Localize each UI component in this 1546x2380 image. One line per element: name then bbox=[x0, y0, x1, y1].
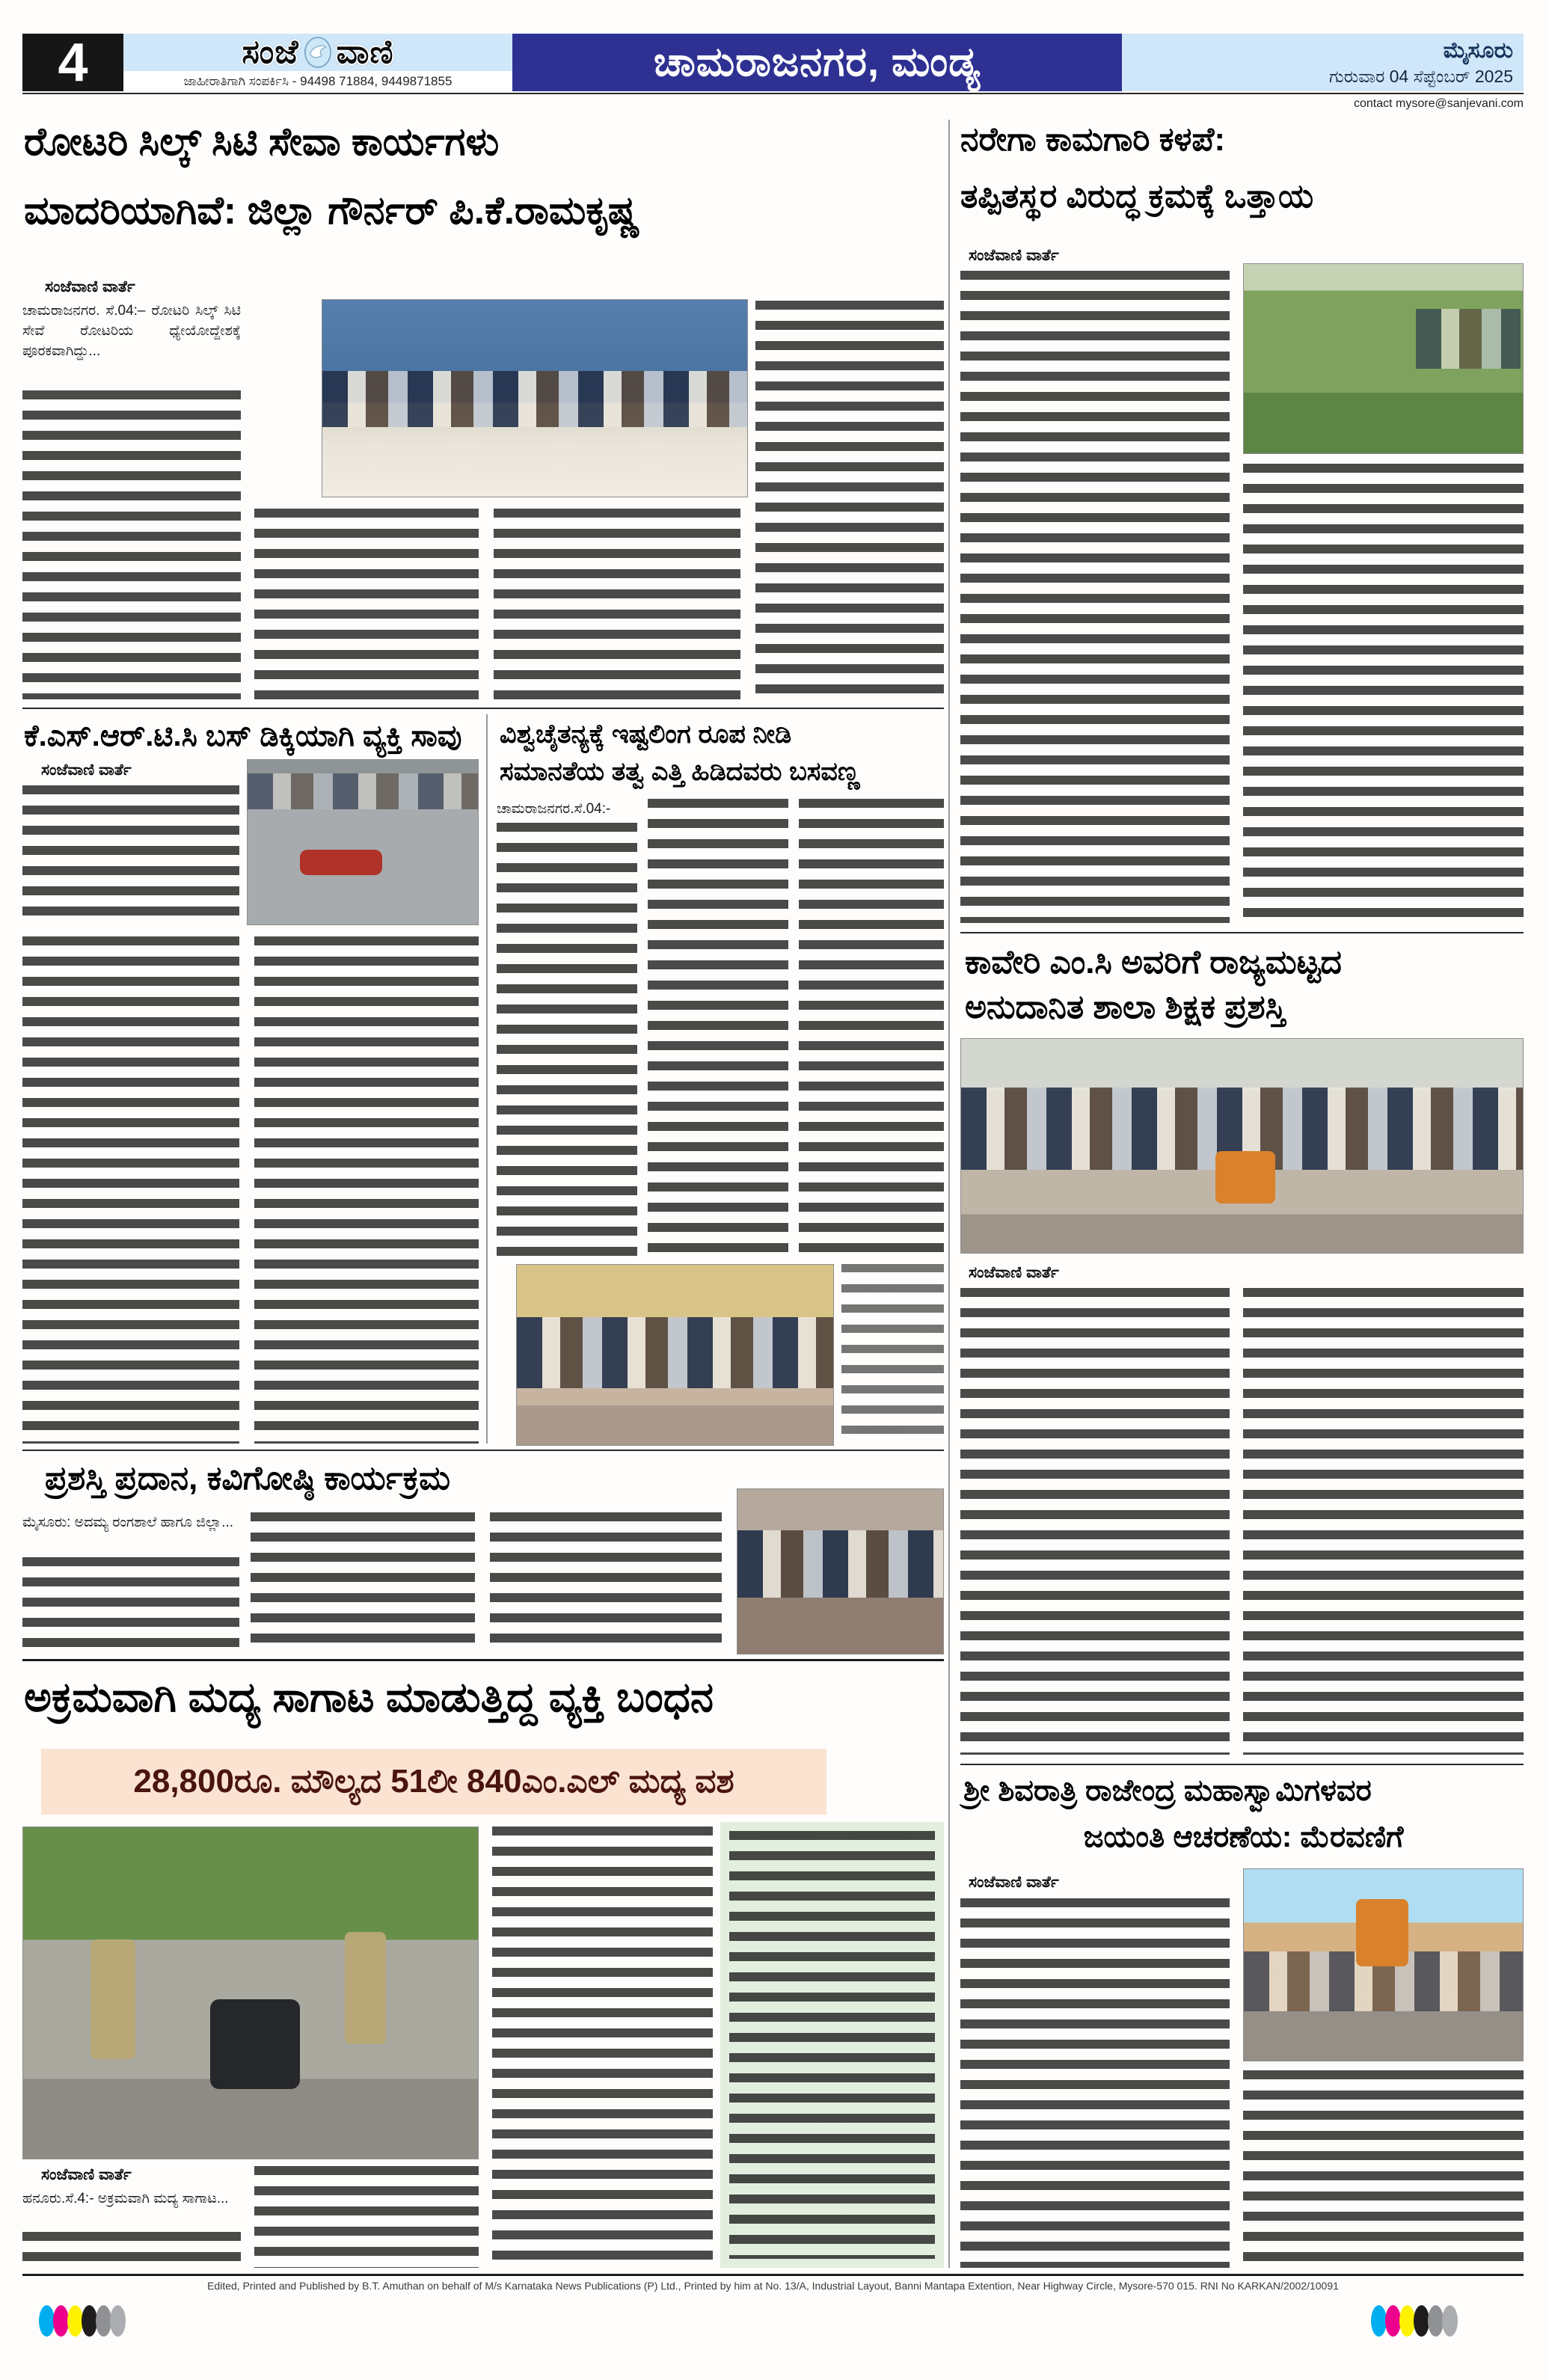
page-number-box bbox=[22, 34, 123, 91]
photo-police-figure-2 bbox=[345, 1932, 386, 2044]
kaveri-award-photo bbox=[960, 1038, 1524, 1254]
imprint-line: Edited, Printed and Published by B.T. Amuthan on behalf of M/s Karnataka News Publications (P) Ltd., Printed by him at No. 13/A, Industrial Layout, Banni Mantapa Extention, Near Highway Circle, Mysore-570 015. RNI No KARKAN/2002/10091 bbox=[207, 2280, 1339, 2292]
prashasti-body-col1 bbox=[22, 1557, 239, 1653]
rule-above-liquor bbox=[22, 1659, 944, 1661]
jayanti-body-col1 bbox=[960, 1898, 1230, 2268]
rotary-headline-line1: ರೋಟರಿ ಸಿಲ್ಕ್ ಸಿಟಿ ಸೇವಾ ಕಾರ್ಯಗಳು bbox=[24, 120, 500, 164]
cyan-mark bbox=[39, 2305, 55, 2337]
photo-police-figure bbox=[91, 1939, 135, 2059]
rotary-body-col3 bbox=[494, 509, 740, 699]
print-registration-marks-right bbox=[1371, 2305, 1456, 2337]
prashasti-body-col3 bbox=[490, 1512, 722, 1653]
liquor-body-col2 bbox=[254, 2166, 479, 2268]
rule-above-jayanti bbox=[960, 1764, 1524, 1765]
footer-rule bbox=[22, 2274, 1524, 2276]
ksrtc-accident-photo bbox=[247, 759, 479, 925]
kaveri-headline-line2: ಅನುದಾನಿತ ಶಾಲಾ ಶಿಕ್ಷಕ ಪ್ರಶಸ್ತಿ bbox=[965, 989, 1286, 1025]
liquor-body-col1 bbox=[22, 2232, 241, 2268]
basava-dateline: ಚಾಮರಾಜನಗರ.ಸೆ.04:- bbox=[497, 801, 611, 817]
narega-headline-line2: ತಪ್ಪಿತಸ್ಥರ ವಿರುದ್ಧ ಕ್ರಮಕ್ಕೆ ಒತ್ತಾಯ bbox=[960, 178, 1314, 215]
edition-banner bbox=[512, 34, 1122, 91]
jayanti-headline-line2: ಜಯಂತಿ ಆಚರಣೆಯ: ಮೆರವಣಿಗೆ bbox=[1083, 1821, 1404, 1853]
rule-below-mid bbox=[22, 1450, 944, 1451]
yellow-mark bbox=[67, 2305, 83, 2337]
print-registration-marks-left bbox=[39, 2305, 124, 2337]
date-line: ಗುರುವಾರ 04 ಸೆಪ್ಟೆಂಬರ್ 2025 bbox=[1328, 67, 1513, 86]
jayanti-headline-line1: ಶ್ರೀ ಶಿವರಾತ್ರಿ ರಾಜೇಂದ್ರ ಮಹಾಸ್ವಾಮಿಗಳವರ bbox=[963, 1774, 1372, 1807]
narega-body-col2 bbox=[1243, 464, 1524, 923]
ksrtc-headline: ಕೆ.ಎಸ್.ಆರ್.ಟಿ.ಸಿ ಬಸ್ ಡಿಕ್ಕಿಯಾಗಿ ವ್ಯಕ್ತಿ ಸಾವು bbox=[24, 720, 462, 752]
basava-body-col1 bbox=[497, 823, 637, 1257]
edition-title: ಚಾಮರಾಜನಗರ, ಮಂಡ್ಯ bbox=[653, 40, 981, 85]
narega-byline: ಸಂಜೆವಾಣಿ ವಾರ್ತೆ bbox=[969, 247, 1059, 264]
basava-body-col2 bbox=[648, 799, 788, 1257]
narega-field-photo bbox=[1243, 263, 1524, 454]
cyan-mark bbox=[1371, 2305, 1387, 2337]
page-number: 4 bbox=[58, 32, 88, 93]
paper-name-right: ವಾಣಿ bbox=[336, 34, 394, 70]
paper-name-left: ಸಂಜೆ bbox=[242, 34, 299, 70]
main-column-divider bbox=[948, 120, 950, 2268]
ksrtc-body-col1-top bbox=[22, 785, 239, 920]
photo-palanquin-shape bbox=[1356, 1899, 1408, 1966]
liquor-subhead: 28,800ರೂ. ಮೌಲ್ಯದ 51ಲೀ 840ಎಂ.ಎಲ್ ಮದ್ಯ ವಶ bbox=[133, 1763, 734, 1800]
prashasti-group-photo bbox=[737, 1488, 944, 1654]
gray-mark-1 bbox=[96, 2305, 111, 2337]
photo-motorcycle-shape bbox=[210, 1999, 300, 2089]
ksrtc-basava-divider bbox=[486, 714, 488, 1444]
gray-mark-1 bbox=[1428, 2305, 1444, 2337]
black-mark bbox=[82, 2305, 97, 2337]
photo-people-row bbox=[322, 371, 747, 427]
rotary-body-col4 bbox=[755, 301, 944, 699]
liquor-body-col3 bbox=[492, 1827, 713, 2268]
masthead-logo-panel bbox=[123, 34, 512, 71]
dove-icon bbox=[304, 36, 332, 69]
rule-above-kaveri bbox=[960, 932, 1524, 933]
liquor-subhead-band bbox=[41, 1749, 826, 1815]
ksrtc-body-col2 bbox=[254, 936, 479, 1444]
rotary-byline: ಸಂಜೆವಾಣಿ ವಾರ್ತೆ bbox=[45, 278, 135, 295]
photo-victim-shape bbox=[300, 850, 382, 875]
photo-bystanders bbox=[248, 773, 478, 809]
jayanti-body-col2 bbox=[1243, 2070, 1524, 2268]
edition-city: ಮೈಸೂರು bbox=[1443, 38, 1513, 63]
gray-mark-2 bbox=[1442, 2305, 1458, 2337]
ksrtc-body-col1 bbox=[22, 936, 239, 1444]
photo-award-group bbox=[737, 1530, 943, 1598]
basava-body-col4 bbox=[841, 1264, 944, 1446]
jayanti-procession-photo bbox=[1243, 1868, 1524, 2061]
narega-headline-line1: ನರೇಗಾ ಕಾಮಗಾರಿ ಕಳಪೆ: bbox=[960, 121, 1226, 158]
photo-field-workers bbox=[1416, 309, 1521, 369]
gray-mark-2 bbox=[110, 2305, 126, 2337]
rotary-headline-line2: ಮಾದರಿಯಾಗಿವೆ: ಜಿಲ್ಲಾ ಗೌರ್ನರ್ ಪಿ.ಕೆ.ರಾಮಕೃಷ್ಣ bbox=[24, 189, 640, 233]
jayanti-byline: ಸಂಜೆವಾಣಿ ವಾರ್ತೆ bbox=[969, 1874, 1059, 1891]
liquor-byline: ಸಂಜೆವಾಣಿ ವಾರ್ತೆ bbox=[41, 2166, 132, 2183]
magenta-mark bbox=[53, 2305, 69, 2337]
magenta-mark bbox=[1385, 2305, 1401, 2337]
rule-below-rotary bbox=[22, 708, 944, 709]
prashasti-headline: ಪ್ರಶಸ್ತಿ ಪ್ರದಾನ, ಕವಿಗೋಷ್ಠಿ ಕಾರ್ಯಕ್ರಮ bbox=[45, 1460, 450, 1497]
liquor-body-col4 bbox=[729, 1831, 935, 2259]
kaveri-headline-line1: ಕಾವೇರಿ ಎಂ.ಸಿ ಅವರಿಗೆ ರಾಜ್ಯಮಟ್ಟದ bbox=[965, 944, 1342, 981]
ksrtc-byline: ಸಂಜೆವಾಣಿ ವಾರ್ತೆ bbox=[41, 761, 132, 779]
basava-event-photo bbox=[516, 1264, 834, 1446]
photo-garland-accent bbox=[1215, 1151, 1275, 1203]
rotary-body-col1 bbox=[22, 390, 241, 699]
narega-body-col1 bbox=[960, 271, 1230, 923]
advertising-contact-line: ಜಾಹೀರಾತಿಗಾಗಿ ಸಂಪರ್ಕಿಸಿ - 94498 71884, 9449871855 bbox=[123, 71, 512, 91]
kaveri-byline: ಸಂಜೆವಾಣಿ ವಾರ್ತೆ bbox=[969, 1264, 1059, 1281]
contact-line: contact mysore@sanjevani.com bbox=[1354, 97, 1524, 110]
basava-headline-line2: ಸಮಾನತೆಯ ತತ್ವ ಎತ್ತಿ ಹಿಡಿದವರು ಬಸವಣ್ಣ bbox=[500, 757, 860, 786]
kaveri-body-col2 bbox=[1243, 1288, 1524, 1755]
prashasti-body-col2 bbox=[251, 1512, 475, 1653]
prashasti-excerpt: ಮೈಸೂರು: ಅದಮ್ಯ ರಂಗಶಾಲೆ ಹಾಗೂ ಜಿಲ್ಲಾ... bbox=[22, 1515, 234, 1530]
city-date-box bbox=[1122, 34, 1524, 91]
basava-headline-line1: ವಿಶ್ವಚೈತನ್ಯಕ್ಕೆ ಇಷ್ಟಲಿಂಗ ರೂಪ ನೀಡಿ bbox=[500, 720, 792, 749]
rotary-dais-photo bbox=[322, 299, 748, 497]
basava-body-col3 bbox=[799, 799, 944, 1257]
rotary-body-excerpt: ಚಾಮರಾಜನಗರ. ಸೆ.04:– ರೋಟರಿ ಸಿಲ್ಕ್ ಸಿಟಿ ಸೇವೆ ರೋಟರಿಯ ಧ್ಯೇಯೋದ್ದೇಶಕ್ಕೆ ಪೂರಕವಾಗಿದ್ದು... bbox=[22, 303, 241, 359]
rotary-body-col2 bbox=[254, 509, 479, 699]
liquor-green-column bbox=[720, 1822, 944, 2268]
liquor-headline: ಅಕ್ರಮವಾಗಿ ಮದ್ಯ ಸಾಗಾಟ ಮಾಡುತ್ತಿದ್ದ ವ್ಯಕ್ತಿ ಬಂಧನ bbox=[24, 1673, 714, 1720]
kaveri-body-col1 bbox=[960, 1288, 1230, 1755]
liquor-dateline: ಹನೂರು.ಸೆ.4:- ಅಕ್ರಮವಾಗಿ ಮದ್ಯ ಸಾಗಾಟ... bbox=[22, 2191, 229, 2206]
masthead-rule bbox=[22, 93, 1524, 94]
liquor-seizure-photo bbox=[22, 1827, 479, 2159]
black-mark bbox=[1414, 2305, 1429, 2337]
yellow-mark bbox=[1399, 2305, 1415, 2337]
photo-stage-group bbox=[517, 1317, 833, 1388]
